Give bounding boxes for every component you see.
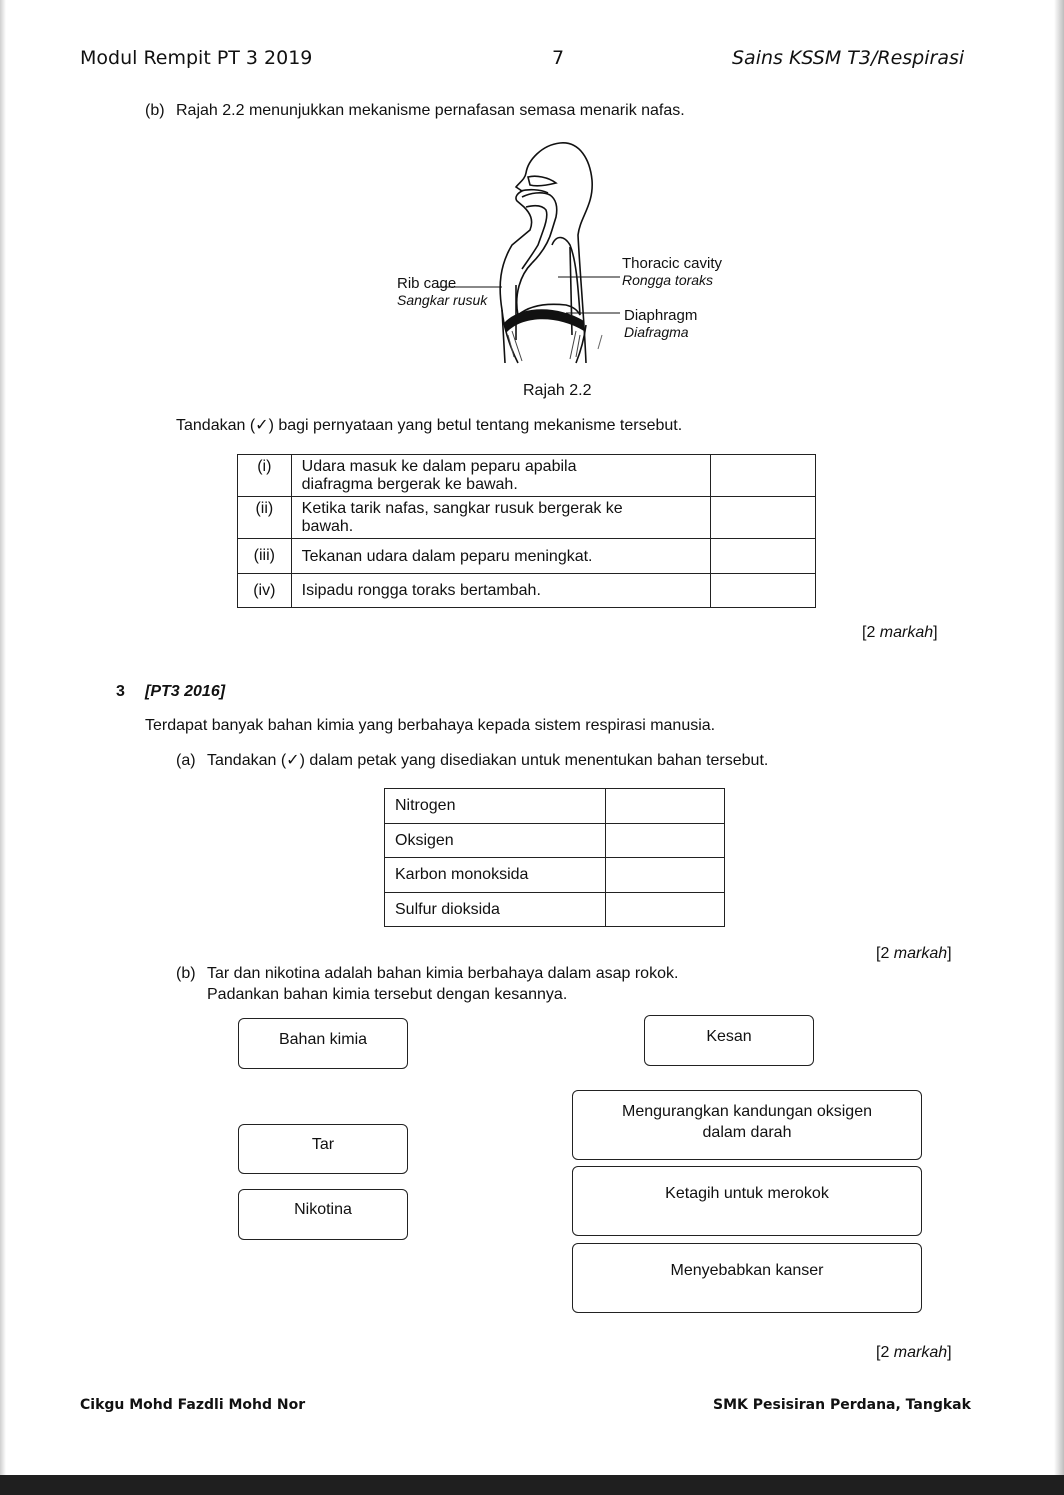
chemical-box-nikotina[interactable]: Nikotina [238, 1189, 408, 1240]
q3b-text1: Tar dan nikotina adalah bahan kimia berbahaya dalam asap rokok. [207, 965, 679, 982]
q3b-text2: Padankan bahan kimia tersebut dengan kesannya. [207, 986, 568, 1003]
chemical-name: Karbon monoksida [385, 858, 606, 893]
header-left: Modul Rempit PT 3 2019 [80, 47, 313, 69]
q2b-marks: [2 markah] [862, 624, 938, 641]
tick-box[interactable] [606, 893, 725, 927]
statement-number: (iii) [238, 539, 292, 574]
q2b-text: Rajah 2.2 menunjukkan mekanisme pernafasan semasa menarik nafas. [176, 102, 685, 119]
label-thoracic-en: Thoracic cavity [622, 255, 723, 272]
label-diaphragm-en: Diaphragm [624, 307, 698, 324]
table-row [238, 455, 816, 497]
effect-box-oxygen[interactable] [572, 1090, 922, 1160]
body-outline-drawing [500, 143, 592, 363]
q2b-label: (b) [145, 102, 165, 119]
diagram-caption: Rajah 2.2 [523, 382, 592, 399]
footer-left: Cikgu Mohd Fazdli Mohd Nor [80, 1397, 306, 1413]
statement-text: Tekanan udara dalam peparu meningkat. [291, 539, 710, 574]
table-row [385, 893, 725, 927]
q3-source: [PT3 2016] [145, 683, 226, 700]
table-row [385, 858, 725, 893]
label-rib-cage-en: Rib cage [397, 275, 457, 292]
q3b-marks: [2 markah] [876, 1344, 952, 1361]
statement-line: diafragma bergerak ke bawah. [301, 476, 518, 493]
header-right: Sains KSSM T3/Respirasi [732, 47, 965, 69]
table-row [385, 789, 725, 824]
effect-box-cancer[interactable]: Menyebabkan kanser [572, 1243, 922, 1313]
table-row [238, 539, 816, 574]
tick-box[interactable] [606, 824, 725, 858]
q3a-chemical-table [384, 788, 725, 927]
statement-line: Udara masuk ke dalam peparu apabila [301, 458, 577, 475]
q3a-marks: [2 markah] [876, 945, 952, 962]
chemical-name: Oksigen [385, 824, 606, 858]
effect-line: Mengurangkan kandungan oksigen [622, 1103, 872, 1120]
page-number: 7 [552, 47, 565, 69]
table-row [238, 497, 816, 539]
statement-text [291, 455, 710, 497]
statement-number: (i) [238, 455, 292, 497]
statement-number: (iv) [238, 574, 292, 608]
q3-intro: Terdapat banyak bahan kimia yang berbahaya kepada sistem respirasi manusia. [145, 717, 716, 734]
statement-line: bawah. [301, 518, 354, 535]
header-box-effect: Kesan [644, 1015, 814, 1066]
scan-mark [598, 335, 602, 349]
statement-number: (ii) [238, 497, 292, 539]
label-thoracic-ms: Rongga toraks [622, 272, 714, 288]
bottom-bar [0, 1475, 1064, 1495]
label-diaphragm [624, 307, 697, 341]
tick-box[interactable] [710, 574, 815, 608]
rib-lines [508, 331, 580, 361]
table-row [238, 574, 816, 608]
q3b-label: (b) [176, 965, 196, 982]
q2b-statement-table [237, 454, 816, 608]
page-edge-right [1054, 0, 1064, 1475]
effect-line: dalam darah [702, 1124, 792, 1141]
chemical-name: Sulfur dioksida [385, 893, 606, 927]
statement-text: Isipadu rongga toraks bertambah. [291, 574, 710, 608]
effect-box-addiction[interactable]: Ketagih untuk merokok [572, 1166, 922, 1236]
footer-right: SMK Pesisiran Perdana, Tangkak [713, 1397, 971, 1413]
tick-box[interactable] [710, 539, 815, 574]
tick-box[interactable] [710, 455, 815, 497]
tick-box[interactable] [710, 497, 815, 539]
label-diaphragm-ms: Diafragma [624, 324, 689, 340]
label-thoracic-cavity [622, 255, 722, 289]
tick-box[interactable] [606, 789, 725, 824]
statement-line: Ketika tarik nafas, sangkar rusuk bergerak ke [301, 500, 623, 517]
page-edge-left [0, 0, 6, 1475]
chemical-box-tar[interactable]: Tar [238, 1124, 408, 1174]
table-row [385, 824, 725, 858]
chemical-name: Nitrogen [385, 789, 606, 824]
header-box-chemical: Bahan kimia [238, 1018, 408, 1069]
q3a-label: (a) [176, 752, 196, 769]
q2b-instruction: Tandakan (✓) bagi pernyataan yang betul tentang mekanisme tersebut. [176, 417, 683, 434]
tick-box[interactable] [606, 858, 725, 893]
q3a-text: Tandakan (✓) dalam petak yang disediakan untuk menentukan bahan tersebut. [207, 752, 769, 769]
q3-number: 3 [116, 683, 125, 700]
label-rib-cage [397, 275, 487, 309]
label-rib-cage-ms: Sangkar rusuk [397, 292, 488, 308]
statement-text [291, 497, 710, 539]
